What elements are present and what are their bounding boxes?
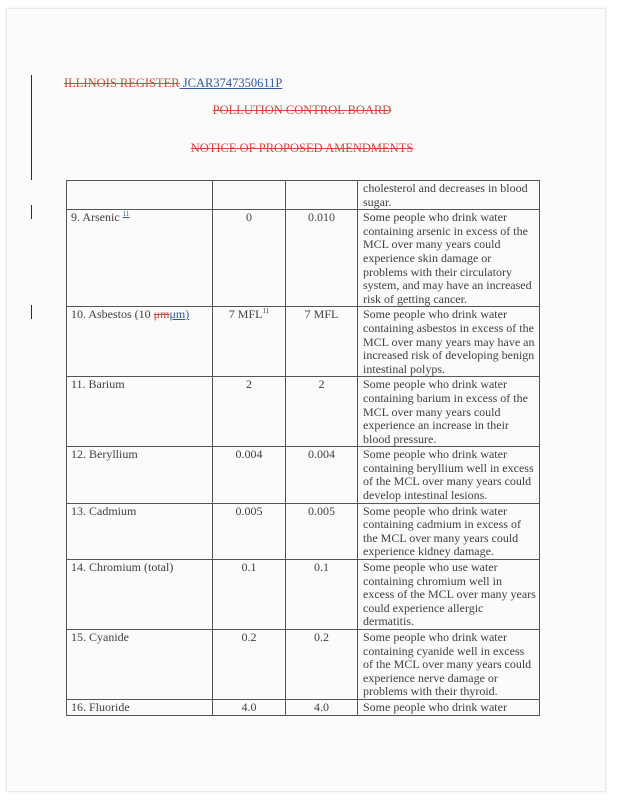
mcl-cell: 7 MFL xyxy=(286,307,358,377)
health-effect-cell: Some people who drink water containing arsenic in excess of the MCL over many years could experience skin damage or problems with their circulatory system, and may have an increased risk of getting cancer. xyxy=(358,210,540,307)
health-effect-cell: Some people who drink water containing cadmium in excess of the MCL over many years could experience kidney damage. xyxy=(358,503,540,559)
notice-title xyxy=(0,141,604,155)
mcl-cell: 0.1 xyxy=(286,560,358,630)
health-effect-cell: Some people who drink water containing barium in excess of the MCL over many years could experience an increase in their blood pressure. xyxy=(358,377,540,447)
mclg-cell: 2 xyxy=(213,377,286,447)
mclg-cell: 4.0 xyxy=(213,700,286,716)
table-row xyxy=(67,377,540,447)
table-row xyxy=(67,447,540,503)
contaminant-name-cell: 9. Arsenic $^{11}$ xyxy=(67,210,213,307)
health-effect-cell: Some people who drink water containing asbestos in excess of the MCL over many years may have an increased risk of developing benign intestinal polyps. xyxy=(358,307,540,377)
mcl-cell: 0.005 xyxy=(286,503,358,559)
health-effect-cell: Some people who drink water containing cyanide well in excess of the MCL over many years could experience nerve damage or problems with their thyroid. xyxy=(358,630,540,700)
change-bar xyxy=(31,75,32,180)
table-row xyxy=(67,307,540,377)
board-struck-text: POLLUTION CONTROL BOARD xyxy=(212,103,392,117)
table-row xyxy=(67,503,540,559)
mcl-cell: 0.004 xyxy=(286,447,358,503)
change-bar xyxy=(31,205,32,219)
contaminant-name-cell: 15. Cyanide xyxy=(67,630,213,700)
register-header xyxy=(64,76,282,90)
mclg-cell: 0.004 xyxy=(213,447,286,503)
mcl-cell: 4.0 xyxy=(286,700,358,716)
health-effect-cell: cholesterol and decreases in blood sugar. xyxy=(358,181,540,210)
mclg-cell: 0.005 xyxy=(213,503,286,559)
table-row xyxy=(67,210,540,307)
contaminant-name-cell: 14. Chromium (total) xyxy=(67,560,213,630)
change-bar xyxy=(31,305,32,319)
footnote-marker: 11 xyxy=(262,307,270,316)
table-row xyxy=(67,630,540,700)
health-effect-cell: Some people who use water containing chromium well in excess of the MCL over many years could experience allergic dermatitis. xyxy=(358,560,540,630)
table-row xyxy=(67,181,540,210)
table-row xyxy=(67,560,540,630)
board-title xyxy=(0,103,604,117)
register-struck-text: ILLINOIS REGISTER xyxy=(64,76,180,90)
table-row xyxy=(67,700,540,716)
mclg-cell: 0.1 xyxy=(213,560,286,630)
mclg-cell: 7 MFL$^{11}$ xyxy=(213,307,286,377)
mclg-cell: 0 xyxy=(213,210,286,307)
health-effect-cell: Some people who drink water xyxy=(358,700,540,716)
register-inserted-text: JCAR3747350611P xyxy=(182,76,283,90)
contaminant-name-cell: 10. Asbestos (10 μmμm) xyxy=(67,307,213,377)
mcl-cell: 0.010 xyxy=(286,210,358,307)
contaminant-name-cell: 16. Fluoride xyxy=(67,700,213,716)
contaminant-name-cell: 11. Barium xyxy=(67,377,213,447)
footnote-marker: 11 xyxy=(122,210,130,219)
contaminant-table xyxy=(66,180,540,716)
mclg-cell: 0.2 xyxy=(213,630,286,700)
health-effect-cell: Some people who drink water containing beryllium well in excess of the MCL over many years could develop intestinal lesions. xyxy=(358,447,540,503)
contaminant-name-cell: 12. Beryllium xyxy=(67,447,213,503)
contaminant-name-cell: 13. Cadmium xyxy=(67,503,213,559)
notice-struck-text: NOTICE OF PROPOSED AMENDMENTS xyxy=(190,141,414,155)
mcl-cell: 0.2 xyxy=(286,630,358,700)
mcl-cell: 2 xyxy=(286,377,358,447)
